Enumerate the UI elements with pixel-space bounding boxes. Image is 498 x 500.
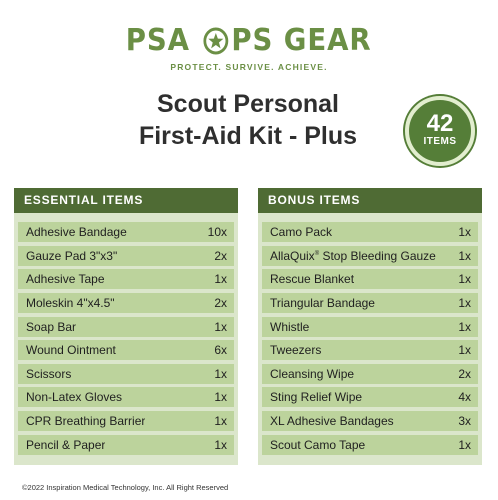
list-item bbox=[262, 269, 478, 289]
product-title-line1: Scout Personal bbox=[157, 90, 339, 118]
item-count-badge bbox=[405, 96, 475, 166]
item-qty: 1x bbox=[458, 272, 471, 287]
list-item bbox=[262, 222, 478, 242]
item-qty: 2x bbox=[214, 295, 227, 310]
item-qty: 2x bbox=[214, 248, 227, 263]
list-item bbox=[18, 317, 234, 337]
list-item bbox=[262, 246, 478, 266]
item-qty: 1x bbox=[214, 366, 227, 381]
item-name: Soap Bar bbox=[26, 319, 77, 334]
list-item bbox=[262, 411, 478, 431]
brand-name-part2: PS GEAR bbox=[231, 23, 372, 58]
product-title bbox=[110, 88, 386, 152]
item-name: Adhesive Tape bbox=[26, 272, 105, 287]
list-item bbox=[262, 387, 478, 407]
item-name: Cleansing Wipe bbox=[270, 366, 355, 381]
list-item bbox=[262, 340, 478, 360]
item-count-label: ITEMS bbox=[423, 136, 457, 147]
brand-tagline: PROTECT. SURVIVE. ACHIEVE. bbox=[170, 62, 328, 72]
item-name bbox=[270, 249, 436, 263]
item-name: Non-Latex Gloves bbox=[26, 390, 123, 405]
star-badge-icon bbox=[203, 27, 229, 55]
item-name: Scissors bbox=[26, 366, 72, 381]
list-item bbox=[18, 364, 234, 384]
item-qty: 1x bbox=[458, 343, 471, 358]
item-name: Camo Pack bbox=[270, 225, 333, 239]
copyright-notice: ©2022 Inspiration Medical Technology, Inc. All Right Reserved bbox=[22, 483, 229, 492]
item-qty: 6x bbox=[214, 343, 227, 358]
registered-mark: ® bbox=[314, 250, 320, 257]
item-qty: 1x bbox=[214, 414, 227, 429]
item-name: Wound Ointment bbox=[26, 343, 116, 358]
list-item bbox=[262, 364, 478, 384]
list-item bbox=[262, 317, 478, 337]
item-qty: 1x bbox=[214, 437, 227, 452]
item-qty: 1x bbox=[458, 295, 471, 310]
list-item bbox=[18, 246, 234, 266]
bonus-items-list bbox=[258, 213, 482, 455]
list-item bbox=[18, 340, 234, 360]
item-qty: 1x bbox=[214, 319, 227, 334]
item-name: CPR Breathing Barrier bbox=[26, 414, 146, 429]
item-qty: 1x bbox=[458, 437, 471, 452]
item-name-brand: AllaQuix bbox=[270, 248, 315, 263]
item-qty: 4x bbox=[458, 390, 471, 405]
item-name: Whistle bbox=[270, 319, 310, 334]
item-qty: 3x bbox=[458, 414, 471, 429]
item-qty: 10x bbox=[207, 225, 227, 239]
list-item bbox=[262, 435, 478, 455]
item-count-number: 42 bbox=[426, 110, 454, 137]
item-name: Moleskin 4"x4.5" bbox=[26, 295, 115, 310]
brand-name-part1: PSA bbox=[126, 23, 191, 58]
list-item bbox=[262, 293, 478, 313]
item-name-rest: Stop Bleeding Gauze bbox=[319, 248, 436, 263]
item-qty: 1x bbox=[214, 272, 227, 287]
item-qty: 1x bbox=[458, 248, 471, 263]
essential-items-panel bbox=[14, 188, 238, 465]
essential-items-header: ESSENTIAL ITEMS bbox=[14, 188, 238, 213]
product-title-line2: First-Aid Kit - Plus bbox=[138, 122, 358, 150]
item-qty: 1x bbox=[214, 390, 227, 405]
bonus-items-panel bbox=[258, 188, 482, 465]
item-name: Sting Relief Wipe bbox=[270, 390, 363, 405]
list-item bbox=[18, 411, 234, 431]
item-name: Triangular Bandage bbox=[270, 295, 375, 310]
item-qty: 2x bbox=[458, 366, 471, 381]
list-item bbox=[18, 435, 234, 455]
list-item bbox=[18, 222, 234, 242]
item-name: Adhesive Bandage bbox=[26, 225, 127, 239]
list-item bbox=[18, 269, 234, 289]
item-name: Rescue Blanket bbox=[270, 272, 355, 287]
item-name: Scout Camo Tape bbox=[270, 437, 366, 452]
bonus-items-header: BONUS ITEMS bbox=[258, 188, 482, 213]
list-item bbox=[18, 293, 234, 313]
item-name: Gauze Pad 3"x3" bbox=[26, 248, 118, 263]
brand-header bbox=[0, 23, 498, 72]
brand-logo bbox=[126, 23, 372, 58]
item-name: XL Adhesive Bandages bbox=[270, 414, 394, 429]
essential-items-list bbox=[14, 213, 238, 455]
list-item bbox=[18, 387, 234, 407]
item-qty: 1x bbox=[458, 319, 471, 334]
item-name: Pencil & Paper bbox=[26, 437, 106, 452]
item-qty: 1x bbox=[458, 225, 471, 239]
item-name: Tweezers bbox=[270, 343, 322, 358]
